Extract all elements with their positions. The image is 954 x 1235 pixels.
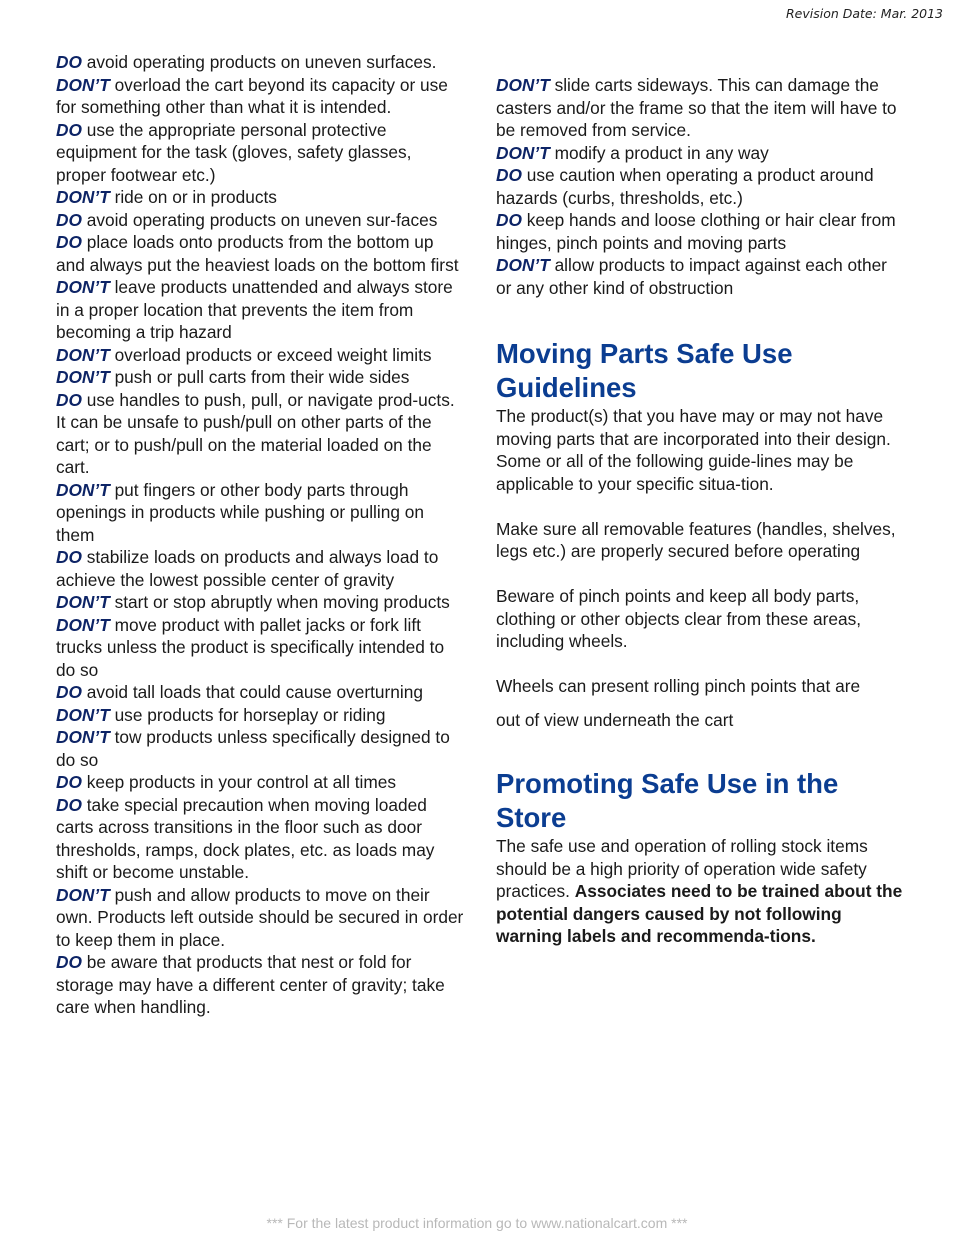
guideline-item — [56, 119, 466, 187]
guideline-keyword: DO — [56, 794, 82, 815]
guideline-text: ride on or in products — [109, 187, 277, 207]
promoting-heading: Promoting Safe Use in the Store — [496, 768, 839, 833]
guideline-keyword: DO — [56, 389, 82, 410]
promoting-bold-text: Associates need to be trained about the potential dangers caused by not following warning labels and recommenda-tions. — [496, 881, 903, 946]
guideline-keyword: DO — [56, 232, 82, 252]
guideline-keyword: DON’T — [56, 614, 110, 635]
guideline-item — [56, 771, 466, 794]
guideline-keyword: DON’T — [56, 884, 110, 905]
guideline-item — [496, 209, 906, 254]
guideline-keyword: DO — [496, 210, 522, 230]
guideline-keyword: DO — [56, 547, 82, 567]
guideline-item — [56, 74, 466, 119]
guideline-item — [56, 209, 466, 232]
moving-parts-heading: Moving Parts Safe Use Guidelines — [496, 338, 793, 403]
guideline-text: start or stop abruptly when moving products — [109, 592, 450, 612]
guideline-keyword: DO — [56, 52, 82, 72]
guideline-text: slide carts sideways. This can damage the casters and/or the frame so that the item will have to be removed from service. — [496, 75, 897, 140]
guideline-text: keep products in your control at all times — [81, 772, 397, 792]
guideline-keyword: DO — [56, 772, 82, 792]
footer-note: *** For the latest product information go to www.nationalcart.com *** — [266, 1215, 688, 1231]
guideline-text: allow products to impact against each other or any other kind of obstruction — [496, 255, 887, 298]
guideline-item — [496, 164, 906, 209]
guideline-item — [56, 884, 466, 952]
moving-parts-secure-features: Make sure all removable features (handles, shelves, legs etc.) are properly secured before operating — [496, 518, 896, 561]
moving-parts-intro: The product(s) that you have may or may not have moving parts that are incorporated into their design. Some or all of the following guide-lines may be applicable to your specific situa-tion. — [496, 406, 891, 494]
guideline-keyword: DON’T — [496, 255, 550, 275]
guideline-keyword: DO — [496, 165, 522, 185]
guideline-item — [56, 681, 466, 704]
guideline-text: push or pull carts from their wide sides — [109, 367, 410, 387]
guideline-text: keep hands and loose clothing or hair clear from hinges, pinch points and moving parts — [496, 210, 896, 253]
guideline-text: overload the cart beyond its capacity or use for something other than what it is intended. — [56, 74, 448, 117]
guideline-item — [56, 951, 466, 1019]
guideline-keyword: DO — [56, 209, 82, 230]
guideline-keyword: DO — [56, 682, 82, 702]
guideline-keyword: DON’T — [56, 704, 110, 725]
guideline-keyword: DON’T — [56, 592, 110, 612]
left-column — [56, 51, 466, 1019]
guideline-text: use the appropriate personal protective equipment for the task (gloves, safety glasses, proper footwear etc.) — [56, 119, 412, 185]
guideline-keyword: DON’T — [56, 344, 110, 365]
guideline-text: put fingers or other body parts through openings in products while pushing or pulling on them — [56, 479, 424, 545]
guideline-item — [56, 704, 466, 727]
guideline-text: place loads onto products from the bottom up and always put the heaviest loads on the bottom first — [56, 232, 459, 275]
guideline-item — [56, 231, 466, 276]
guideline-keyword: DON’T — [56, 74, 110, 95]
guideline-text: stabilize loads on products and always load to achieve the lowest possible center of gravity — [56, 547, 439, 590]
guideline-text: avoid operating products on uneven sur-faces — [81, 209, 438, 230]
guideline-item — [56, 479, 466, 547]
moving-parts-wheels-line1: Wheels can present rolling pinch points that are — [496, 676, 861, 696]
promoting-text: The safe use and operation of rolling stock items should be a high priority of operation wide safety practices. — [496, 836, 868, 901]
guideline-text: use caution when operating a product around hazards (curbs, thresholds, etc.) — [496, 165, 874, 208]
guideline-keyword: DON’T — [56, 277, 110, 297]
guideline-item — [496, 254, 906, 299]
guideline-item — [496, 142, 906, 165]
guideline-text: take special precaution when moving loaded carts across transitions in the floor such as door thresholds, ramps, dock plates, etc. as loads may shift or become unstable. — [56, 794, 435, 882]
promoting-paragraph — [496, 835, 906, 948]
guideline-item — [56, 51, 466, 74]
guideline-keyword: DON’T — [496, 142, 550, 163]
revision-date: Revision Date: Mar. 2013 — [785, 6, 943, 21]
guideline-text: tow products unless specifically designed to do so — [56, 727, 450, 770]
guideline-item — [56, 546, 466, 591]
guideline-item — [56, 186, 466, 209]
moving-parts-pinch-points: Beware of pinch points and keep all body parts, clothing or other objects clear from these areas, including wheels. — [496, 586, 862, 651]
moving-parts-wheels-line2: out of view underneath the cart — [496, 709, 734, 730]
guideline-item — [56, 344, 466, 367]
guideline-text: modify a product in any way — [549, 142, 769, 163]
guideline-keyword: DO — [56, 119, 82, 140]
guideline-item — [56, 366, 466, 389]
guideline-text: use products for horseplay or riding — [109, 704, 386, 725]
guideline-item — [56, 591, 466, 614]
guideline-text: be aware that products that nest or fold for storage may have a different center of gravity; take care when handling. — [56, 952, 445, 1017]
guideline-item — [496, 74, 906, 142]
guideline-keyword: DON’T — [56, 367, 110, 387]
guideline-text: leave products unattended and always store in a proper location that prevents the item from becoming a trip hazard — [56, 277, 453, 342]
guideline-keyword: DON’T — [496, 75, 550, 95]
guideline-text: push and allow products to move on their own. Products left outside should be secured in order to keep them in place. — [56, 884, 464, 950]
guideline-keyword: DON’T — [56, 187, 110, 207]
guideline-item — [56, 389, 466, 479]
guideline-text: move product with pallet jacks or fork lift trucks unless the product is specifically intended to do so — [56, 614, 445, 680]
guideline-item — [56, 614, 466, 682]
guideline-item — [56, 276, 466, 344]
guideline-text: overload products or exceed weight limits — [109, 344, 432, 365]
guideline-item — [56, 726, 466, 771]
guideline-keyword: DO — [56, 952, 82, 972]
right-column — [496, 74, 906, 948]
guideline-keyword: DON’T — [56, 727, 110, 747]
guideline-text: avoid tall loads that could cause overturning — [81, 682, 423, 702]
guideline-text: use handles to push, pull, or navigate prod-ucts. It can be unsafe to push/pull on other parts of the cart; or to push/pull on the material loaded on the cart. — [56, 389, 455, 477]
guideline-keyword: DON’T — [56, 479, 110, 500]
guideline-text: avoid operating products on uneven surfaces. — [81, 52, 437, 72]
guideline-item — [56, 794, 466, 884]
